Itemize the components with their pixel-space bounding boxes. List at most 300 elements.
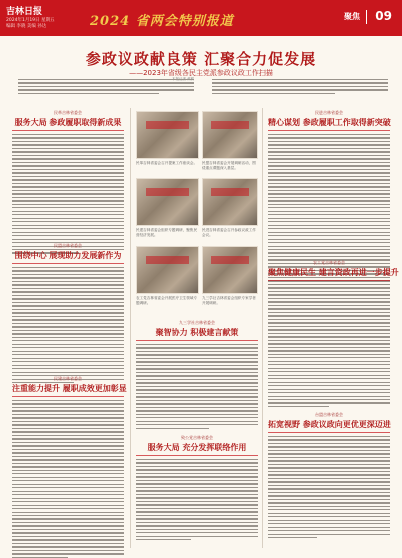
text-line (268, 481, 390, 482)
editor-credit: 编辑 李晓 美编 孙达 (6, 24, 47, 29)
text-line (268, 506, 390, 507)
photo-forum (202, 178, 258, 226)
text-line (12, 435, 124, 436)
text-line (268, 169, 390, 170)
text-line (268, 488, 390, 489)
section-label: 民革吉林省委会 (54, 110, 82, 115)
text-line (136, 421, 258, 422)
text-line (268, 207, 390, 208)
text-line (268, 520, 390, 521)
text-line (12, 330, 124, 331)
text-line (268, 534, 390, 535)
text-line (268, 214, 390, 215)
text-line (136, 403, 258, 404)
text-line (268, 305, 390, 306)
text-line (12, 148, 124, 149)
section-title: 围绕中心 展现助力发展新作为 (14, 250, 122, 260)
text-line (12, 333, 124, 334)
text-line (268, 186, 390, 187)
text-line (136, 386, 258, 387)
text-line (136, 459, 258, 460)
text-line (136, 466, 258, 467)
text-line (136, 347, 258, 348)
photo-caption: 民进吉林省委会召开参政议政工作会议。 (202, 228, 256, 237)
text-line (12, 337, 124, 338)
text-line (212, 82, 388, 83)
text-line (268, 165, 390, 166)
text-line (268, 329, 390, 330)
text-line (268, 513, 390, 514)
text-line (12, 512, 124, 513)
text-line (212, 93, 335, 94)
text-line (12, 372, 124, 373)
text-line (268, 336, 390, 337)
text-line (268, 291, 390, 292)
text-line (12, 473, 124, 474)
text-line (268, 347, 390, 348)
text-line (12, 211, 124, 212)
text-line (268, 148, 390, 149)
section-rule (12, 263, 124, 264)
text-line (268, 382, 390, 383)
text-line (12, 295, 124, 296)
text-line (268, 301, 390, 302)
text-line (268, 134, 390, 135)
text-line (268, 172, 390, 173)
text-line (268, 252, 390, 253)
text-line (12, 428, 124, 429)
text-line (268, 326, 390, 327)
text-line (12, 298, 124, 299)
text-line (12, 162, 124, 163)
intro-column-left (18, 79, 194, 94)
text-line (12, 515, 124, 516)
text-line (136, 372, 258, 373)
text-line (136, 424, 258, 425)
text-line (136, 407, 258, 408)
text-line (268, 443, 390, 444)
text-line (268, 509, 390, 510)
text-line (12, 498, 124, 499)
text-line (268, 523, 390, 524)
section-label: 民建吉林省委会 (54, 376, 82, 381)
photo-caption: 农工党吉林省委会开展医疗卫生领域专题调研。 (136, 296, 198, 305)
text-line (136, 473, 258, 474)
text-line (212, 79, 388, 80)
text-line (136, 351, 258, 352)
text-line (12, 302, 124, 303)
text-line (12, 305, 124, 306)
text-line (268, 530, 390, 531)
text-line (136, 532, 258, 533)
text-line (136, 469, 258, 470)
text-line (136, 361, 258, 362)
text-line (136, 344, 258, 345)
text-line (212, 89, 388, 90)
text-line (12, 197, 124, 198)
text-line (12, 438, 124, 439)
column-divider (262, 108, 263, 548)
text-line (268, 249, 390, 250)
text-line (12, 484, 124, 485)
photo-caption: 民建吉林省委会组织专题调研，聚焦民营经济发展。 (136, 228, 198, 237)
intro-text (18, 79, 388, 99)
text-line (12, 358, 124, 359)
section-minmeng (12, 243, 124, 383)
text-line (12, 410, 124, 411)
text-line (268, 460, 390, 461)
newspaper-logo: 吉林日报 (6, 7, 43, 17)
text-line (268, 402, 390, 403)
text-line (268, 235, 390, 236)
section-title: 聚焦健康民生 建言资政再进一步提升 (268, 267, 399, 277)
text-line (268, 495, 390, 496)
text-line (12, 529, 124, 530)
photo-seminar (202, 246, 258, 294)
text-line (136, 462, 258, 463)
text-line (136, 529, 258, 530)
page-header (0, 0, 402, 36)
text-line (12, 361, 124, 362)
text-line (12, 144, 124, 145)
text-line (12, 267, 124, 268)
text-line (12, 553, 124, 554)
text-line (268, 308, 390, 309)
text-line (12, 228, 124, 229)
text-line (12, 365, 124, 366)
text-line (268, 340, 390, 341)
text-line (12, 417, 124, 418)
section-rule (136, 455, 258, 456)
text-line (136, 375, 258, 376)
section-title: 注重能力提升 履职成效更加彰显 (12, 383, 127, 393)
section-name: 聚焦 (344, 12, 360, 21)
text-line (136, 389, 258, 390)
photo-caption: 民盟吉林省委会开展调研活动，围绕重点课题深入基层。 (202, 161, 256, 170)
text-line (12, 319, 124, 320)
text-line (12, 518, 124, 519)
text-line (12, 536, 124, 537)
text-line (136, 487, 258, 488)
text-line (12, 239, 124, 240)
text-line (12, 487, 124, 488)
text-line (12, 407, 124, 408)
text-line (18, 82, 194, 83)
section-taimeng (268, 412, 390, 538)
text-line (12, 284, 124, 285)
section-title: 服务大局 参政履职取得新成果 (14, 117, 122, 127)
text-line (268, 176, 390, 177)
text-line (12, 158, 124, 159)
text-line (12, 309, 124, 310)
text-line (268, 354, 390, 355)
text-line (268, 453, 390, 454)
text-line (12, 431, 124, 432)
text-line (136, 504, 258, 505)
text-line (268, 389, 390, 390)
text-line (18, 79, 194, 80)
text-line (136, 494, 258, 495)
text-line (12, 190, 124, 191)
text-line (268, 162, 390, 163)
text-line (12, 291, 124, 292)
section-jiusan (136, 320, 258, 429)
text-line (136, 396, 258, 397)
text-line (12, 141, 124, 142)
text-line (12, 176, 124, 177)
text-line (12, 340, 124, 341)
text-line (268, 242, 390, 243)
text-line (268, 450, 390, 451)
text-line (268, 322, 390, 323)
text-line (268, 537, 317, 538)
text-line (12, 508, 124, 509)
text-line (268, 406, 329, 407)
text-line (268, 246, 390, 247)
text-line (12, 442, 124, 443)
text-line (136, 508, 258, 509)
text-line (12, 288, 124, 289)
text-line (12, 459, 124, 460)
text-line (268, 350, 390, 351)
text-line (268, 368, 390, 369)
text-line (268, 193, 390, 194)
text-line (136, 365, 258, 366)
text-line (268, 179, 390, 180)
section-minjian (12, 376, 127, 558)
text-line (12, 155, 124, 156)
text-line (136, 501, 258, 502)
section-label: 九三学社吉林省委会 (179, 320, 215, 325)
text-line (136, 382, 258, 383)
text-line (268, 357, 390, 358)
section-rule (136, 340, 258, 341)
text-line (12, 368, 124, 369)
text-line (12, 463, 124, 464)
photo-inspection (136, 246, 199, 294)
text-line (12, 505, 124, 506)
text-line (12, 452, 124, 453)
text-line (268, 471, 390, 472)
section-title: 精心谋划 参政履职工作取得新突破 (268, 117, 391, 127)
photo-caption: 民革吉林省委会召开提案工作座谈会。 (136, 161, 198, 165)
text-line (12, 186, 124, 187)
text-line (136, 368, 258, 369)
header-divider (366, 10, 367, 24)
text-line (12, 470, 124, 471)
text-line (136, 525, 258, 526)
photo-meeting (136, 111, 199, 159)
text-line (268, 364, 390, 365)
section-rule (268, 432, 390, 433)
text-line (268, 218, 390, 219)
intro-column-right (212, 79, 388, 94)
text-line (12, 354, 124, 355)
text-line (268, 385, 390, 386)
text-line (268, 151, 390, 152)
text-line (268, 232, 390, 233)
text-line (12, 270, 124, 271)
text-line (268, 155, 390, 156)
text-line (268, 502, 390, 503)
text-line (268, 141, 390, 142)
text-line (268, 228, 390, 229)
text-line (12, 172, 124, 173)
text-line (12, 232, 124, 233)
text-line (12, 525, 124, 526)
section-title: 拓宽视野 参政议政向更优更深迈进 (268, 419, 391, 429)
text-line (12, 165, 124, 166)
special-report-banner: 2024 省两会特别报道 (90, 14, 234, 29)
text-line (268, 158, 390, 159)
text-line (268, 516, 390, 517)
text-line (136, 490, 258, 491)
section-label: 台盟吉林省委会 (315, 412, 343, 417)
text-line (268, 375, 390, 376)
text-line (268, 436, 390, 437)
text-line (268, 371, 390, 372)
text-line (12, 539, 124, 540)
photo-caption: 九三学社吉林省委会组织专家学者开展调研。 (202, 296, 256, 305)
text-line (12, 501, 124, 502)
section-rule (12, 396, 124, 397)
text-line (18, 86, 194, 87)
section-nonggong (268, 260, 399, 407)
text-line (12, 179, 124, 180)
text-line (12, 214, 124, 215)
text-line (12, 351, 124, 352)
text-line (12, 494, 124, 495)
text-line (268, 144, 390, 145)
text-line (136, 522, 258, 523)
text-line (12, 421, 124, 422)
text-line (12, 218, 124, 219)
text-line (136, 518, 258, 519)
text-line (12, 326, 124, 327)
text-line (12, 522, 124, 523)
section-zhigong (136, 435, 258, 540)
text-line (136, 358, 258, 359)
text-line (12, 316, 124, 317)
text-line (12, 532, 124, 533)
section-title: 服务大局 充分发挥联络作用 (147, 442, 247, 452)
text-line (268, 439, 390, 440)
section-title: 聚智协力 积极建言献策 (155, 327, 239, 337)
text-line (18, 89, 194, 90)
section-minge (12, 110, 124, 254)
text-line (268, 527, 390, 528)
column-divider (130, 108, 131, 548)
text-line (136, 393, 258, 394)
text-line (12, 449, 124, 450)
text-line (12, 546, 124, 547)
text-line (136, 480, 258, 481)
text-line (268, 474, 390, 475)
text-line (12, 183, 124, 184)
text-line (12, 550, 124, 551)
section-rule (268, 130, 390, 131)
text-line (12, 312, 124, 313)
text-line (268, 485, 390, 486)
text-line (12, 225, 124, 226)
text-line (136, 539, 191, 540)
text-line (12, 480, 124, 481)
text-line (268, 478, 390, 479)
text-line (12, 477, 124, 478)
text-line (268, 492, 390, 493)
text-line (136, 511, 258, 512)
section-label: 民盟吉林省委会 (54, 243, 82, 248)
text-line (268, 396, 390, 397)
text-line (268, 312, 390, 313)
text-line (136, 379, 258, 380)
text-line (12, 414, 124, 415)
text-line (268, 211, 390, 212)
text-line (268, 284, 390, 285)
text-line (268, 392, 390, 393)
text-line (12, 204, 124, 205)
text-line (268, 239, 390, 240)
text-line (12, 193, 124, 194)
text-line (212, 86, 388, 87)
text-line (12, 445, 124, 446)
text-line (268, 200, 390, 201)
header-meta (6, 18, 86, 30)
text-line (12, 424, 124, 425)
text-line (136, 428, 209, 429)
text-line (12, 235, 124, 236)
article-subtitle: ——2023年省级各民主党派参政议政工作扫描 (129, 69, 273, 77)
photo-visit (202, 111, 258, 159)
text-line (12, 207, 124, 208)
text-line (268, 457, 390, 458)
text-line (268, 298, 390, 299)
section-rule (12, 130, 124, 131)
text-line (12, 169, 124, 170)
text-line (136, 410, 258, 411)
text-line (136, 483, 258, 484)
text-line (268, 446, 390, 447)
text-line (12, 344, 124, 345)
text-line (136, 515, 258, 516)
text-line (12, 466, 124, 467)
text-line (268, 190, 390, 191)
text-line (268, 315, 390, 316)
text-line (268, 225, 390, 226)
text-line (268, 256, 390, 257)
text-line (136, 414, 258, 415)
text-line (12, 403, 124, 404)
section-label: 农工党吉林省委会 (313, 260, 345, 265)
text-line (268, 221, 390, 222)
text-line (268, 343, 390, 344)
text-line (268, 197, 390, 198)
text-line (12, 274, 124, 275)
text-line (136, 354, 258, 355)
text-line (12, 491, 124, 492)
text-line (268, 464, 390, 465)
article-title: 参政议政献良策 汇聚合力促发展 (85, 50, 317, 68)
section-rule (268, 280, 390, 281)
text-line (268, 294, 390, 295)
text-line (12, 400, 124, 401)
text-line (268, 183, 390, 184)
text-line (136, 497, 258, 498)
text-line (136, 400, 258, 401)
text-line (136, 536, 258, 537)
text-line (12, 543, 124, 544)
text-line (12, 137, 124, 138)
